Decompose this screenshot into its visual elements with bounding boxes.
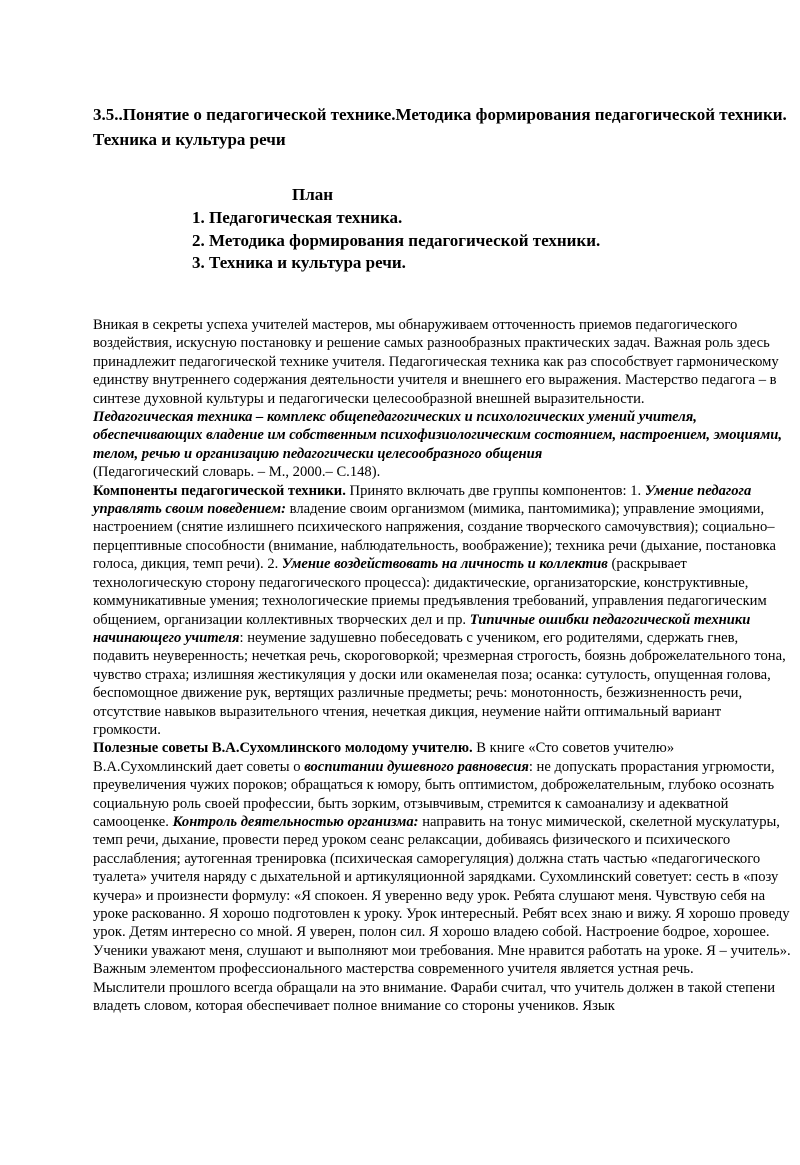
components-text: владение своим организмом (мимика, пантомимика); управление эмоциями, настроением (снятие излишнего психического напряжения, создание творческого самочувствия); социально–перцептивные способности (внимание, наблюдательность, воображение); техника речи (дыхание, постановка голоса, дикция, темп речи). 2. [93,501,776,573]
page-title: 3.5..Понятие о педагогической технике.Методика формирования педагогической техники. Техника и культура речи [93,105,787,149]
advice-text: В книге «Сто советов учителю» В.А.Сухомлинский дает советы о [93,740,675,775]
components-heading: Компоненты педагогической техники. [93,482,346,499]
body-text [93,316,791,1015]
plan-heading: План [292,185,334,204]
advice-paragraph [93,739,791,978]
advice-term: воспитании душевного равновесия [304,758,529,775]
advice-heading: Полезные советы В.А.Сухомлинского молодому учителю. [93,740,473,757]
plan-item: 2. Методика формирования педагогической техники. [192,230,601,250]
advice-term: Контроль деятельностью организма: [172,813,419,830]
plan-list [192,207,600,275]
components-paragraph [93,482,791,740]
thinkers-paragraph: Мыслители прошлого всегда обращали на это внимание. Фараби считал, что учитель должен в такой степени владеть словом, которая обеспечивает полное внимание со стороны учеников. Язык [93,979,776,1015]
components-term: Умение воздействовать на личность и коллектив [281,556,608,573]
definition-source: (Педагогический словарь. – М., 2000.– С.148). [93,464,381,481]
components-text: (раскрывает технологическую сторону педагогического процесса): дидактические, организаторские, конструктивные, коммуникативные умения; технологические приемы предъявления требований, управления педагогическим общением, организации коллективных творческих дел и пр. [93,556,767,628]
components-text: : неумение задушевно побеседовать с учеником, его родителями, сдержать гнев, подавить неуверенность; нечеткая речь, скороговоркой; чрезмерная строгость, боязнь доброжелательного тона, чувство страха; излишняя жестикуляция у доски или окаменелая поза; осанка: сутулость, опущенная голова, беспомощное движение рук, вертящих различные предметы; речь: монотонность, безжизненность речи, отсутствие навыков выразительного чтения, нечеткая дикция, неумение найти оптимальный вариант громкости. [93,629,786,738]
definition-paragraph [93,408,791,482]
plan-item: 1. Педагогическая техника. [192,208,403,227]
plan-item: 3. Техника и культура речи. [192,253,406,272]
advice-text: : не допускать прорастания угрюмости, преувеличения чужих пороков; обращаться к юмору, быть оптимистом, доброжелательным, глубоко осознать социальную роль своей профессии, быть зорким, отзывчивым, стремится к самоанализу и адекватной самооценке. [93,758,775,830]
components-text: Принято включать две группы компонентов: 1. [345,482,645,499]
definition-text: Педагогическая техника – комплекс общепедагогических и психологических умений учителя, обеспечивающих владение им собственным психофизиологическим состоянием, настроением, эмоциями, телом, речью и организацию педагогически целесообразного общения [93,409,783,462]
advice-text: направить на тонус мимической, скелетной мускулатуры, темп речи, дыхание, провести перед уроком сеанс релаксации, добиваясь физического и психического расслабления; аутогенная тренировка (психическая саморегуляция) должна стать частью «педагогического туалета» учителя наряду с дыхательной и артикуляционной зарядками. Сухомлинский советует: сесть в «позу кучера» и произнести формулу: «Я спокоен. Я уверенно веду урок. Ребята слушают меня. Чувствую себя на уроке раскованно. Я хорошо подготовлен к уроку. Урок интересный. Ребят всех знаю и вижу. Я хорошо проведу урок. Детям интересно со мной. Я уверен, полон сил. Я хорошо владею собой. Настроение бодрое, хорошее. Ученики уважают меня, слушают и выполняют мои требования. Мне нравится работать на уроке. Я – учитель». Важным элементом профессионального мастерства современного учителя является устная речь. [93,813,791,978]
components-term: Умение педагога управлять своим поведением: [93,482,752,518]
intro-paragraph: Вникая в секреты успеха учителей мастеров, мы обнаруживаем отточенность приемов педагогического воздействия, искусную постановку и решение самых разнообразных практических задач. Важная роль здесь принадлежит педагогической технике учителя. Педагогическая техника как раз способствует гармоническому единству внутреннего содержания деятельности учителя и внешнего его выражения. Мастерство педагога – в синтезе духовной культуры и педагогически целесообразной внешней выразительности. [93,317,779,407]
components-term: Типичные ошибки педагогической техники начинающего учителя [93,611,751,646]
